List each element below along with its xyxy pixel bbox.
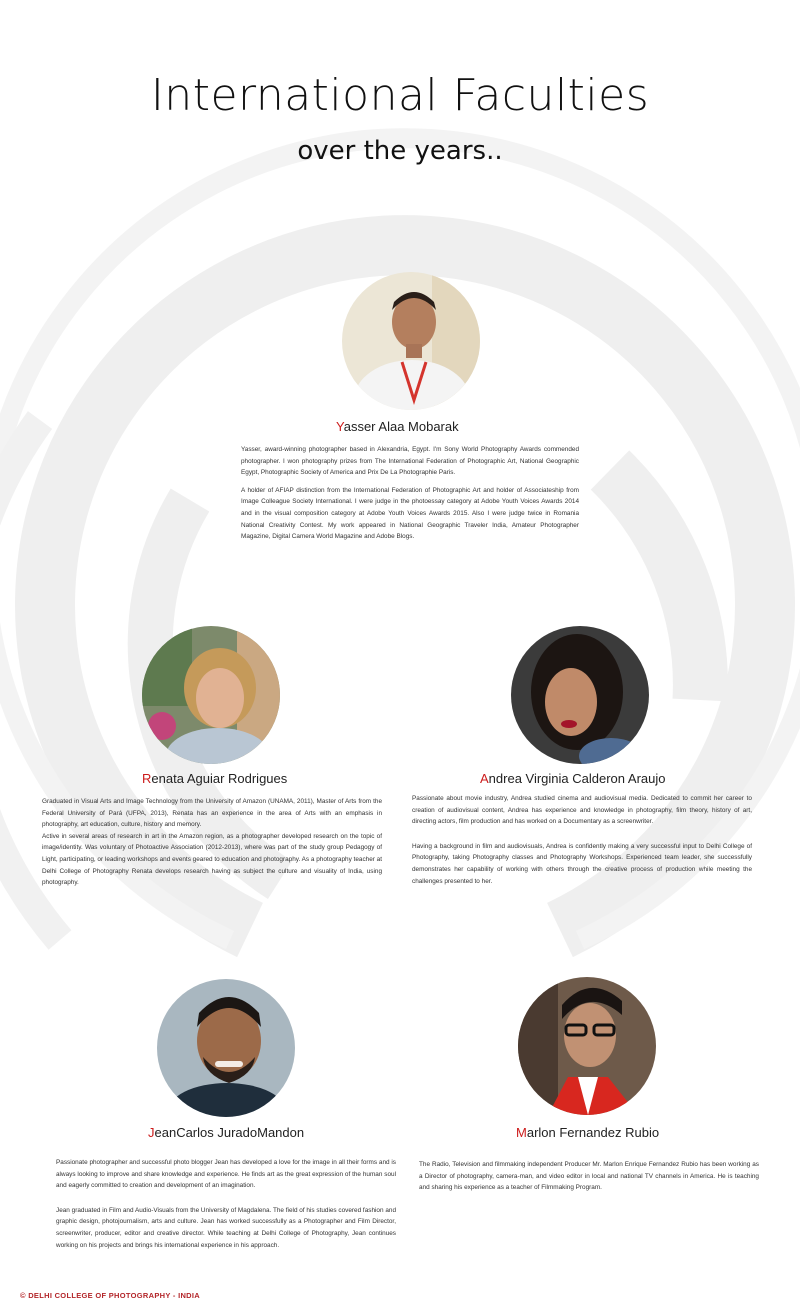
bio-paragraph: Passionate about movie industry, Andrea studied cinema and audiovisual media. Dedicated to commit her career to creation of audiovisual content, Andrea has experience and knowledge in photography, film theory, history of art, directing actors, film production and has worked on a Documentary as a screenwriter. <box>412 795 752 826</box>
faculty-name-jean: JeanCarlos JuradoMandon <box>148 1125 305 1140</box>
bio-paragraph: Graduated in Visual Arts and Image Technology from the University of Amazon (UNAMA, 2011), Master of Arts from the Federal University of Pará (UFPA, 2013), Renata has an experience in the area of Arts with an emphasis in photography, art education, culture, history and memory. <box>42 798 382 829</box>
faculty-name-andrea: Andrea Virginia Calderon Araujo <box>480 771 666 786</box>
footer-copyright: © DELHI COLLEGE OF PHOTOGRAPHY - INDIA <box>20 1291 200 1300</box>
page-subtitle: over the years.. <box>297 136 503 166</box>
faculty-name-renata: Renata Aguiar Rodrigues <box>142 771 288 786</box>
bio-paragraph: Yasser, award-winning photographer based in Alexandria, Egypt. I'm Sony World Photography Awards commended photographer. I won photography prizes from The International Federation of Photographic Art, National Geographic Egypt, Photographic Society of America and Prix De La Photographie Paris. <box>241 446 579 477</box>
faculty-photo-yasser <box>342 272 480 410</box>
faculty-bio-renata <box>42 796 382 895</box>
faculty-bio-andrea <box>412 793 752 893</box>
page-title: International Faculties <box>150 70 650 121</box>
faculty-photo-jean <box>157 979 295 1117</box>
bio-paragraph: Passionate photographer and successful photo blogger Jean has developed a love for the image in all their forms and is always looking to improve and share knowledge and experience. He finds art as the great expression of the human soul and eagerly committed to creation and development of an imagination. <box>56 1159 396 1190</box>
faculty-bio-marlon <box>419 1159 759 1200</box>
faculty-name-yasser: Yasser Alaa Mobarak <box>336 419 459 434</box>
bio-paragraph: The Radio, Television and filmmaking independent Producer Mr. Marlon Enrique Fernandez Rubio has been working as a Director of photography, camera-man, and video editor in local and national TV channels in America. He is teaching and sharing his experience as a teacher of Filmmaking Program. <box>419 1161 759 1192</box>
faculty-photo-marlon <box>518 977 656 1115</box>
faculty-bio-jean <box>56 1157 396 1257</box>
bio-paragraph: Active in several areas of research in art in the Amazon region, as a photographer developed research on the topic of image/identity. Was voluntary of Photoactive Association (2012-2013), where was part of the study group Pedagogy of Light, participating, or leading workshops and events geared to education and photography. As a photography teacher at Delhi College of Photography Renata develops research having as subject the culture and visuality of India, using photography. <box>42 832 382 887</box>
faculty-photo-andrea <box>511 626 649 764</box>
faculty-bio-yasser <box>241 444 579 549</box>
bio-paragraph: A holder of AFIAP distinction from the International Federation of Photographic Art and holder of Associateship from Image Colleague Society International. I were judge in the photoessay category at Adobe Youth Voices Awards 2014 and in the visual composition category at Adobe Youth Voices Awards 2015. Also I were judge twice in Romania National Creativity Contest. My work appeared in National Geographic Traveler India, Amateur Photographer Magazine, Digital Camera World Magazine and Adobe Blogs. <box>241 486 579 541</box>
faculty-photo-renata <box>142 626 280 764</box>
bio-paragraph: Having a background in film and audiovisuals, Andrea is confidently making a very successful input to Delhi College of Photography, taking Photography classes and Photography Workshops. Experienced team leader, she successfully demonstrates her capability of working with others through the creative process of production while meeting the challenges presented to her. <box>412 842 752 885</box>
faculty-name-marlon: Marlon Fernandez Rubio <box>516 1125 660 1140</box>
bio-paragraph: Jean graduated in Film and Audio-Visuals from the University of Magdalena. The field of his studies covered fashion and graphic design, photojournalism, arts and culture. Jean has worked successfully as a Photographer and Film Director, screenwriter, producer, editor and creative director. While teaching at Delhi College of Photography, Jean continues working on his projects and brings his international experience in his approach. <box>56 1206 396 1249</box>
